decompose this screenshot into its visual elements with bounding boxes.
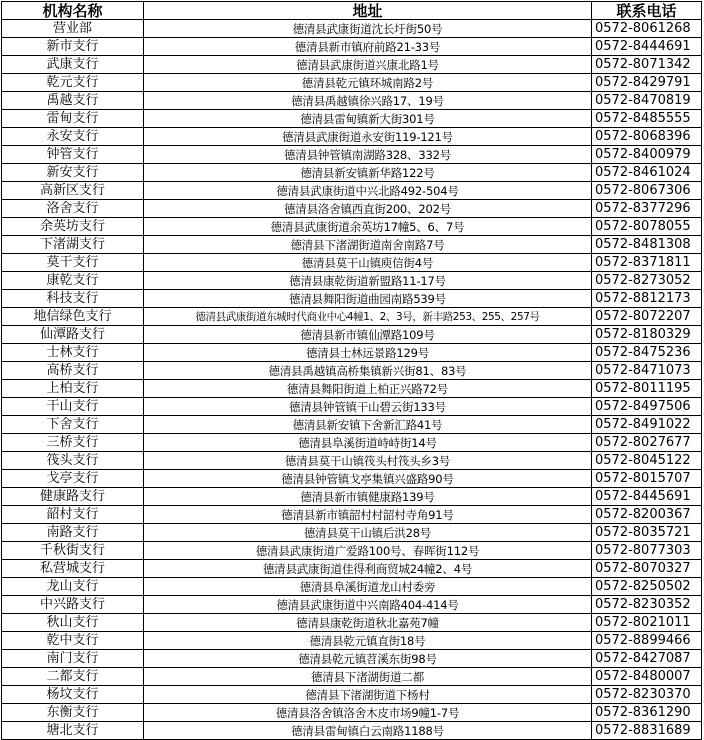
branch-address-cell: 德清县乾元镇苕溪东街98号 xyxy=(144,650,592,668)
branch-phone-cell: 0572-8812173 xyxy=(592,290,702,308)
header-phone: 联系电话 xyxy=(592,2,702,20)
branch-address-cell: 德清县新市镇健康路139号 xyxy=(144,488,592,506)
branch-phone-cell: 0572-8429791 xyxy=(592,74,702,92)
table-row xyxy=(2,506,702,524)
branch-address-cell: 德清县乾元镇直街18号 xyxy=(144,632,592,650)
table-row xyxy=(2,218,702,236)
table-row xyxy=(2,596,702,614)
table-row xyxy=(2,92,702,110)
header-row xyxy=(2,2,702,20)
branch-phone-cell: 0572-8471073 xyxy=(592,362,702,380)
branch-name-cell: 新安支行 xyxy=(2,164,144,182)
branch-address-cell: 德清县莫干山镇筏头村筏头乡3号 xyxy=(144,452,592,470)
branch-phone-cell: 0572-8200367 xyxy=(592,506,702,524)
branch-name-cell: 新市支行 xyxy=(2,38,144,56)
table-row xyxy=(2,380,702,398)
branch-address-cell: 德清县洛舍镇西直街200、202号 xyxy=(144,200,592,218)
branch-address-cell: 德清县新安镇下舍新汇路41号 xyxy=(144,416,592,434)
branch-address-cell: 德清县武康街道余英坊17幢5、6、7号 xyxy=(144,218,592,236)
branch-name-cell: 乾中支行 xyxy=(2,632,144,650)
branch-name-cell: 南门支行 xyxy=(2,650,144,668)
table-row xyxy=(2,650,702,668)
branch-phone-cell: 0572-8027677 xyxy=(592,434,702,452)
branch-name-cell: 禹越支行 xyxy=(2,92,144,110)
branch-address-cell: 德清县舞阳街道曲园南路539号 xyxy=(144,290,592,308)
table-row xyxy=(2,398,702,416)
branch-phone-cell: 0572-8427087 xyxy=(592,650,702,668)
branch-phone-cell: 0572-8480007 xyxy=(592,668,702,686)
table-row xyxy=(2,578,702,596)
branch-name-cell: 龙山支行 xyxy=(2,578,144,596)
branch-phone-cell: 0572-8831689 xyxy=(592,722,702,740)
branch-address-cell: 德清县莫干山镇庾信街4号 xyxy=(144,254,592,272)
branch-address-cell: 德清县武康街道广爱路100号、春晖街112号 xyxy=(144,542,592,560)
branch-table xyxy=(1,1,702,740)
table-row xyxy=(2,20,702,38)
table-row xyxy=(2,308,702,326)
branch-phone-cell: 0572-8371811 xyxy=(592,254,702,272)
table-row xyxy=(2,326,702,344)
branch-phone-cell: 0572-8077303 xyxy=(592,542,702,560)
branch-phone-cell: 0572-8070327 xyxy=(592,560,702,578)
branch-phone-cell: 0572-8035721 xyxy=(592,524,702,542)
branch-address-cell: 德清县下渚湖街道二都 xyxy=(144,668,592,686)
branch-phone-cell: 0572-8400979 xyxy=(592,146,702,164)
branch-name-cell: 塘北支行 xyxy=(2,722,144,740)
branch-phone-cell: 0572-8067306 xyxy=(592,182,702,200)
table-row xyxy=(2,434,702,452)
branch-address-cell: 德清县新市镇府前路21-33号 xyxy=(144,38,592,56)
table-row xyxy=(2,128,702,146)
branch-name-cell: 韶村支行 xyxy=(2,506,144,524)
table-row xyxy=(2,560,702,578)
branch-name-cell: 武康支行 xyxy=(2,56,144,74)
branch-address-cell: 德清县钟管镇南湖路328、332号 xyxy=(144,146,592,164)
table-row xyxy=(2,38,702,56)
branch-address-cell: 德清县钟管镇干山碧云街133号 xyxy=(144,398,592,416)
branch-name-cell: 上柏支行 xyxy=(2,380,144,398)
table-row xyxy=(2,146,702,164)
table-row xyxy=(2,290,702,308)
branch-name-cell: 莫干支行 xyxy=(2,254,144,272)
table-row xyxy=(2,704,702,722)
branch-name-cell: 仙潭路支行 xyxy=(2,326,144,344)
branch-name-cell: 钟管支行 xyxy=(2,146,144,164)
branch-name-cell: 千秋街支行 xyxy=(2,542,144,560)
branch-name-cell: 筏头支行 xyxy=(2,452,144,470)
branch-phone-cell: 0572-8444691 xyxy=(592,38,702,56)
branch-name-cell: 高桥支行 xyxy=(2,362,144,380)
branch-address-cell: 德清县士林远景路129号 xyxy=(144,344,592,362)
header-name: 机构名称 xyxy=(2,2,144,20)
table-row xyxy=(2,182,702,200)
table-row xyxy=(2,488,702,506)
branch-address-cell: 德清县新市镇仙潭路109号 xyxy=(144,326,592,344)
table-row xyxy=(2,56,702,74)
branch-phone-cell: 0572-8481308 xyxy=(592,236,702,254)
table-row xyxy=(2,668,702,686)
branch-phone-cell: 0572-8071342 xyxy=(592,56,702,74)
table-row xyxy=(2,614,702,632)
branch-address-cell: 德清县武康街道沈长圩街50号 xyxy=(144,20,592,38)
branch-address-cell: 德清县武康街道中兴南路404-414号 xyxy=(144,596,592,614)
table-row xyxy=(2,416,702,434)
table-row xyxy=(2,254,702,272)
branch-phone-cell: 0572-8377296 xyxy=(592,200,702,218)
branch-name-cell: 士林支行 xyxy=(2,344,144,362)
branch-name-cell: 戈亭支行 xyxy=(2,470,144,488)
branch-address-cell: 德清县新安镇新华路122号 xyxy=(144,164,592,182)
branch-name-cell: 洛舍支行 xyxy=(2,200,144,218)
table-row xyxy=(2,686,702,704)
branch-phone-cell: 0572-8250502 xyxy=(592,578,702,596)
branch-name-cell: 科技支行 xyxy=(2,290,144,308)
branch-address-cell: 德清县下渚湖街道下杨村 xyxy=(144,686,592,704)
table-row xyxy=(2,722,702,740)
table-row xyxy=(2,236,702,254)
branch-phone-cell: 0572-8072207 xyxy=(592,308,702,326)
branch-phone-cell: 0572-8045122 xyxy=(592,452,702,470)
branch-address-cell: 德清县阜溪街道峙峙街14号 xyxy=(144,434,592,452)
branch-phone-cell: 0572-8230352 xyxy=(592,596,702,614)
table-row xyxy=(2,542,702,560)
table-row xyxy=(2,470,702,488)
branch-address-cell: 德清县武康街道中兴北路492-504号 xyxy=(144,182,592,200)
branch-name-cell: 东衡支行 xyxy=(2,704,144,722)
branch-phone-cell: 0572-8470819 xyxy=(592,92,702,110)
branch-phone-cell: 0572-8445691 xyxy=(592,488,702,506)
branch-phone-cell: 0572-8230370 xyxy=(592,686,702,704)
branch-phone-cell: 0572-8361290 xyxy=(592,704,702,722)
branch-name-cell: 干山支行 xyxy=(2,398,144,416)
branch-address-cell: 德清县乾元镇环城南路2号 xyxy=(144,74,592,92)
branch-name-cell: 秋山支行 xyxy=(2,614,144,632)
table-row xyxy=(2,524,702,542)
branch-address-cell: 德清县康乾街道秋北嘉苑7幢 xyxy=(144,614,592,632)
branch-phone-cell: 0572-8497506 xyxy=(592,398,702,416)
branch-phone-cell: 0572-8899466 xyxy=(592,632,702,650)
table-row xyxy=(2,110,702,128)
branch-address-cell: 德清县舞阳街道上柏正兴路72号 xyxy=(144,380,592,398)
branch-name-cell: 健康路支行 xyxy=(2,488,144,506)
branch-address-cell: 德清县武康街道东城时代商业中心4幢1、2、3号，新丰路253、255、257号 xyxy=(144,308,592,326)
header-address: 地址 xyxy=(144,2,592,20)
branch-phone-cell: 0572-8485555 xyxy=(592,110,702,128)
branch-name-cell: 下舍支行 xyxy=(2,416,144,434)
branch-address-cell: 德清县下渚湖街道南舍南路7号 xyxy=(144,236,592,254)
table-row xyxy=(2,74,702,92)
branch-phone-cell: 0572-8461024 xyxy=(592,164,702,182)
table-row xyxy=(2,200,702,218)
branch-name-cell: 三桥支行 xyxy=(2,434,144,452)
branch-name-cell: 余英坊支行 xyxy=(2,218,144,236)
branch-address-cell: 德清县新市镇韶村村韶村寺角91号 xyxy=(144,506,592,524)
table-row xyxy=(2,344,702,362)
branch-phone-cell: 0572-8180329 xyxy=(592,326,702,344)
branch-phone-cell: 0572-8475236 xyxy=(592,344,702,362)
branch-name-cell: 地信绿色支行 xyxy=(2,308,144,326)
branch-name-cell: 永安支行 xyxy=(2,128,144,146)
table-row xyxy=(2,362,702,380)
branch-name-cell: 下渚湖支行 xyxy=(2,236,144,254)
branch-name-cell: 杨坟支行 xyxy=(2,686,144,704)
branch-name-cell: 雷甸支行 xyxy=(2,110,144,128)
table-row xyxy=(2,272,702,290)
branch-address-cell: 德清县康乾街道新盟路11-17号 xyxy=(144,272,592,290)
branch-phone-cell: 0572-8078055 xyxy=(592,218,702,236)
branch-name-cell: 南路支行 xyxy=(2,524,144,542)
branch-address-cell: 德清县雷甸镇白云南路1188号 xyxy=(144,722,592,740)
branch-address-cell: 德清县武康街道兴康北路1号 xyxy=(144,56,592,74)
branch-address-cell: 德清县禹越镇高桥集镇新兴街81、83号 xyxy=(144,362,592,380)
branch-address-cell: 德清县洛舍镇洛舍木皮市场9幢1-7号 xyxy=(144,704,592,722)
branch-phone-cell: 0572-8061268 xyxy=(592,20,702,38)
branch-address-cell: 德清县雷甸镇新大街301号 xyxy=(144,110,592,128)
branch-name-cell: 二都支行 xyxy=(2,668,144,686)
table-row xyxy=(2,452,702,470)
branch-name-cell: 康乾支行 xyxy=(2,272,144,290)
branch-name-cell: 中兴路支行 xyxy=(2,596,144,614)
branch-address-cell: 德清县莫干山镇后洪28号 xyxy=(144,524,592,542)
branch-address-cell: 德清县阜溪街道龙山村委旁 xyxy=(144,578,592,596)
branch-phone-cell: 0572-8068396 xyxy=(592,128,702,146)
branch-name-cell: 乾元支行 xyxy=(2,74,144,92)
table-row xyxy=(2,164,702,182)
branch-address-cell: 德清县武康街道佳得利商贸城24幢2、4号 xyxy=(144,560,592,578)
branch-phone-cell: 0572-8011195 xyxy=(592,380,702,398)
branch-name-cell: 高新区支行 xyxy=(2,182,144,200)
branch-phone-cell: 0572-8015707 xyxy=(592,470,702,488)
branch-phone-cell: 0572-8021011 xyxy=(592,614,702,632)
branch-phone-cell: 0572-8273052 xyxy=(592,272,702,290)
table-row xyxy=(2,632,702,650)
branch-phone-cell: 0572-8491022 xyxy=(592,416,702,434)
branch-name-cell: 私营城支行 xyxy=(2,560,144,578)
branch-name-cell: 营业部 xyxy=(2,20,144,38)
branch-address-cell: 德清县钟管镇戈亭集镇兴盛路90号 xyxy=(144,470,592,488)
branch-address-cell: 德清县禹越镇徐兴路17、19号 xyxy=(144,92,592,110)
branch-address-cell: 德清县武康街道永安街119-121号 xyxy=(144,128,592,146)
